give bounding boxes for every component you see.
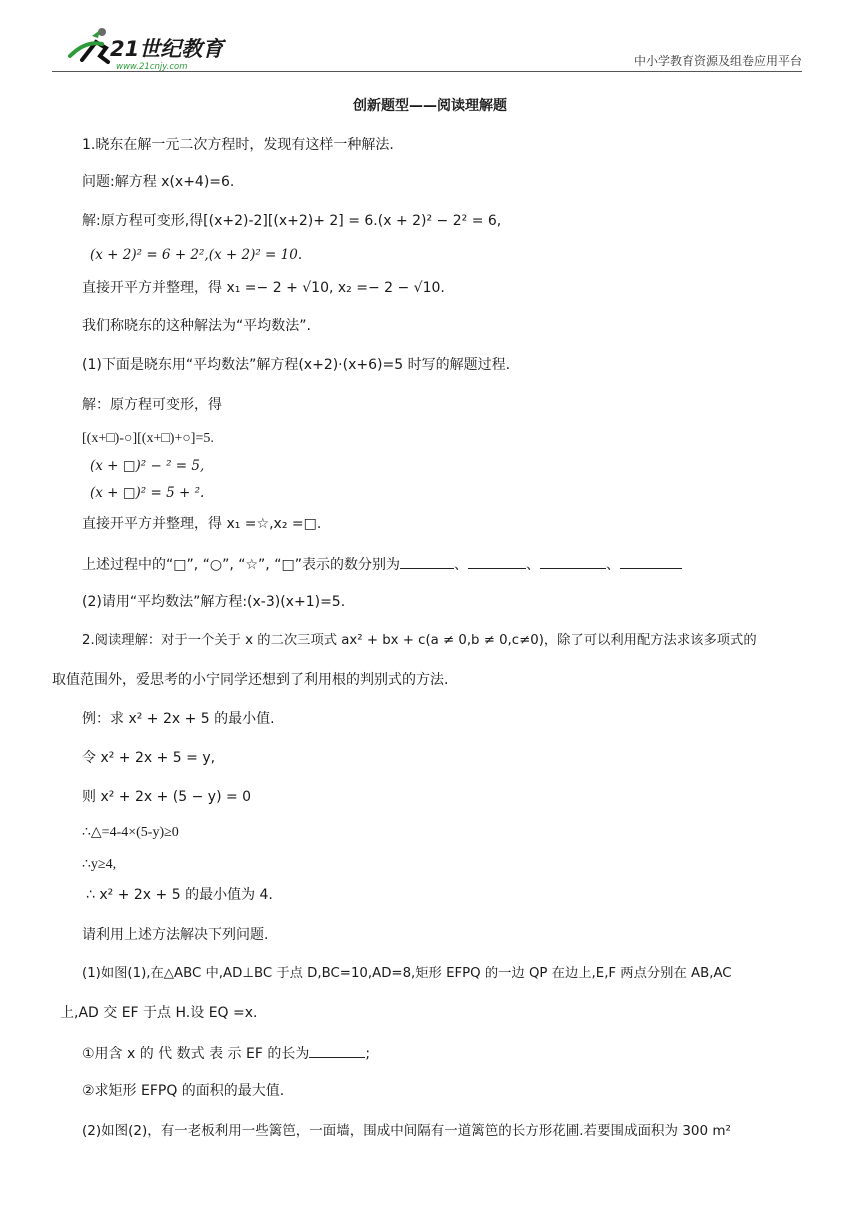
q2-part2-line1: (2)如图(2)，有一老板利用一些篱笆，一面墙，围成中间隔有一道篱笆的长方形花圃.若要围成面积为 300 m²	[82, 1123, 731, 1139]
header-divider	[52, 71, 802, 72]
q2-part1-sub1-text: ①用含 x 的 代 数式 表 示 EF 的长为	[82, 1046, 310, 1062]
q1-method-name: 我们称晓东的这种解法为“平均数法”.	[82, 318, 311, 334]
logo-url: www.21cnjy.com	[116, 62, 188, 72]
q2-intro-line1: 2.阅读理解：对于一个关于 x 的二次三项式 ax² + bx + c(a ≠ 0,b ≠ 0,c≠0)，除了可以利用配方法求该多项式的	[82, 633, 757, 648]
logo-icon	[62, 26, 232, 74]
q1-part1-step4: 直接开平方并整理，得 x₁ =☆,x₂ =□.	[82, 516, 322, 532]
page-header	[0, 0, 860, 76]
q1-part1-step3: (x + □)² = 5 + ².	[90, 485, 205, 501]
q2-example-step1: 令 x² + 2x + 5 = y,	[82, 750, 216, 766]
answer-blank-1[interactable]	[400, 554, 454, 569]
q2-example-step3: ∴△=4-4×(5-y)≥0	[82, 825, 179, 840]
q2-example-step2: 则 x² + 2x + (5 − y) = 0	[82, 789, 252, 805]
answer-blank-ef[interactable]	[309, 1043, 365, 1058]
q1-part1-solution-intro: 解：原方程可变形，得	[82, 397, 222, 413]
header-platform-label: 中小学教育资源及组卷应用平台	[633, 54, 802, 68]
q2-example: 例：求 x² + 2x + 5 的最小值.	[82, 711, 275, 727]
q2-part1-line1: (1)如图(1),在△ABC 中,AD⊥BC 于点 D,BC=10,AD=8,矩形 EFPQ 的一边 QP 在边上,E,F 两点分别在 AB,AC	[82, 966, 732, 981]
q1-intro: 1.晓东在解一元二次方程时，发现有这样一种解法.	[82, 137, 394, 153]
q2-intro-line2: 取值范围外，爱思考的小宁同学还想到了利用根的判别式的方法.	[52, 672, 449, 688]
q2-part1-sub1: ①用含 x 的 代 数式 表 示 EF 的长为 ;	[82, 1043, 370, 1063]
q1-solution-step2: (x + 2)² = 6 + 2²,(x + 2)² = 10.	[90, 247, 303, 263]
q2-part1-line2: 上,AD 交 EF 于点 H.设 EQ =x.	[60, 1005, 258, 1021]
q1-part2: (2)请用“平均数法”解方程:(x-3)(x+1)=5.	[82, 594, 346, 610]
q1-part1-question-text: 上述过程中的“□”, “○”, “☆”, “□”表示的数分别为	[82, 557, 400, 573]
q1-problem: 问题:解方程 x(x+4)=6.	[82, 174, 235, 190]
q1-solution-step1: 解:原方程可变形,得[(x+2)-2][(x+2)+ 2] = 6.(x + 2)² − 2² = 6,	[82, 213, 502, 229]
q1-part1-question: 上述过程中的“□”, “○”, “☆”, “□”表示的数分别为 、 、 、	[82, 554, 682, 574]
answer-blank-4[interactable]	[620, 554, 682, 569]
answer-blank-3[interactable]	[540, 554, 606, 569]
q2-instruction: 请利用上述方法解决下列问题.	[82, 927, 269, 943]
q1-solution-step3: 直接开平方并整理，得 x₁ =− 2 + √10, x₂ =− 2 − √10.	[82, 280, 445, 296]
q2-example-step4: ∴y≥4,	[82, 857, 117, 872]
q1-part1-prompt: (1)下面是晓东用“平均数法”解方程(x+2)·(x+6)=5 时写的解题过程.	[82, 357, 511, 373]
answer-blank-2[interactable]	[468, 554, 526, 569]
page-title: 创新题型——阅读理解题	[353, 98, 507, 114]
q2-part1-sub2: ②求矩形 EFPQ 的面积的最大值.	[82, 1083, 285, 1099]
q1-part1-step2: (x + □)² − ² = 5,	[90, 458, 205, 474]
logo-text: 21世纪教育	[110, 37, 224, 61]
q2-example-conclusion: ∴ x² + 2x + 5 的最小值为 4.	[86, 887, 273, 903]
q1-part1-step1: [(x+□)-○][(x+□)+○]=5.	[82, 431, 214, 446]
